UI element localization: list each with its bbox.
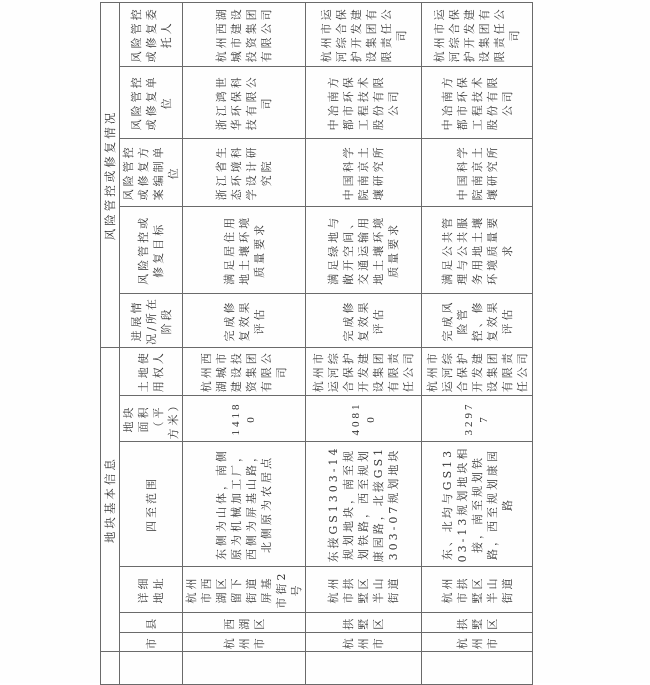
cell-city: 杭州市 [183,633,306,652]
cell-client: 杭州市运河综合保护开发建设集团有限责任公司 [306,3,422,67]
col-header-city: 市 [120,633,183,652]
cell-target: 满足公共管理与公共服务用地土壤环境质量要求 [422,206,533,293]
col-header-area: 地块面积（平方米） [120,395,183,442]
cell-area: 32977 [422,395,533,442]
cell-plan-unit: 中国科学院南京土壤研究所 [306,139,422,207]
cell-area: 14180 [183,395,306,442]
cell-plan-unit: 浙江省生态环境科学设计研究院 [183,139,306,207]
cell-remediation-unit: 中冶南方都市环保工程技术股份有限公司 [306,66,422,138]
cell-land-owner: 杭州市运河综合保护开发建设集团有限责任公司 [306,347,422,395]
cell-target: 满足绿地与敞开空间、交通运输用地土壤环境质量要求 [306,206,422,293]
cell-land-owner: 杭州市运河综合保护开发建设集团有限责任公司 [422,347,533,395]
col-header-plan-unit: 风险管控或修复方案编制单位 [120,139,183,207]
cell-target: 满足居住用地土壤环境质量要求 [183,206,306,293]
col-header-seq [120,652,183,685]
table-row [306,3,422,685]
col-header-boundaries: 四至范围 [120,442,183,566]
table-row [422,3,533,685]
col-header-land-owner: 土地使用权人 [120,347,183,395]
cell-seq [422,652,533,685]
cell-progress: 完成修复效果评估 [183,294,306,348]
group-header-row [101,3,120,685]
cell-boundaries: 东、北均与GS1303-13规划地块相接，南至规划铁路，西至规划康园路 [422,442,533,566]
cell-progress: 完成修复效果评估 [306,294,422,348]
col-header-target: 风险管控或修复目标 [120,206,183,293]
group-header-basic-info: 地块基本信息 [101,347,120,651]
cell-client: 杭州西湖城市建设投资集团有限公司 [183,3,306,67]
cell-county: 拱墅区 [422,613,533,633]
cell-progress: 完成风险管控、修复效果评估 [422,294,533,348]
group-header-remediation: 风险管控或修复情况 [101,3,120,348]
seq-group-blank [101,652,120,685]
cell-client: 杭州市运河综合保护开发建设集团有限责任公司 [422,3,533,67]
remediation-table [100,2,533,685]
cell-area: 40810 [306,395,422,442]
cell-remediation-unit: 浙江鸿世华环保科技有限公司 [183,66,306,138]
cell-address: 杭州市拱墅区半山街道 [422,566,533,613]
cell-plan-unit: 中国科学院南京土壤研究所 [422,139,533,207]
cell-remediation-unit: 中冶南方都市环保工程技术股份有限公司 [422,66,533,138]
cell-address: 杭州市西湖区留下街道屏基市街2号 [183,566,306,613]
cell-land-owner: 杭州西湖城市建设投资集团有限公司 [183,347,306,395]
cell-county: 拱墅区 [306,613,422,633]
cell-city: 杭州市 [422,633,533,652]
cell-seq [183,652,306,685]
table-row [183,3,306,685]
cell-county: 西湖区 [183,613,306,633]
cell-boundaries: 东侧为山体，南侧原为机械加工厂，西侧为屏基山路，北侧原为农居点 [183,442,306,566]
col-header-remediation-unit: 风险管控或修复单位 [120,66,183,138]
cell-boundaries: 东接GS1303-14规划地块，南至规划铁路，西至规划康园路，北接GS1303-07规划地块 [306,442,422,566]
cell-address: 杭州市拱墅区半山街道 [306,566,422,613]
col-header-address: 详细地址 [120,566,183,613]
col-header-progress: 进展情况/所在阶段 [120,294,183,348]
col-header-client: 风险管控或修复委托人 [120,3,183,67]
cell-seq [306,652,422,685]
cell-city: 杭州市 [306,633,422,652]
column-header-row [120,3,183,685]
col-header-county: 县 [120,613,183,633]
